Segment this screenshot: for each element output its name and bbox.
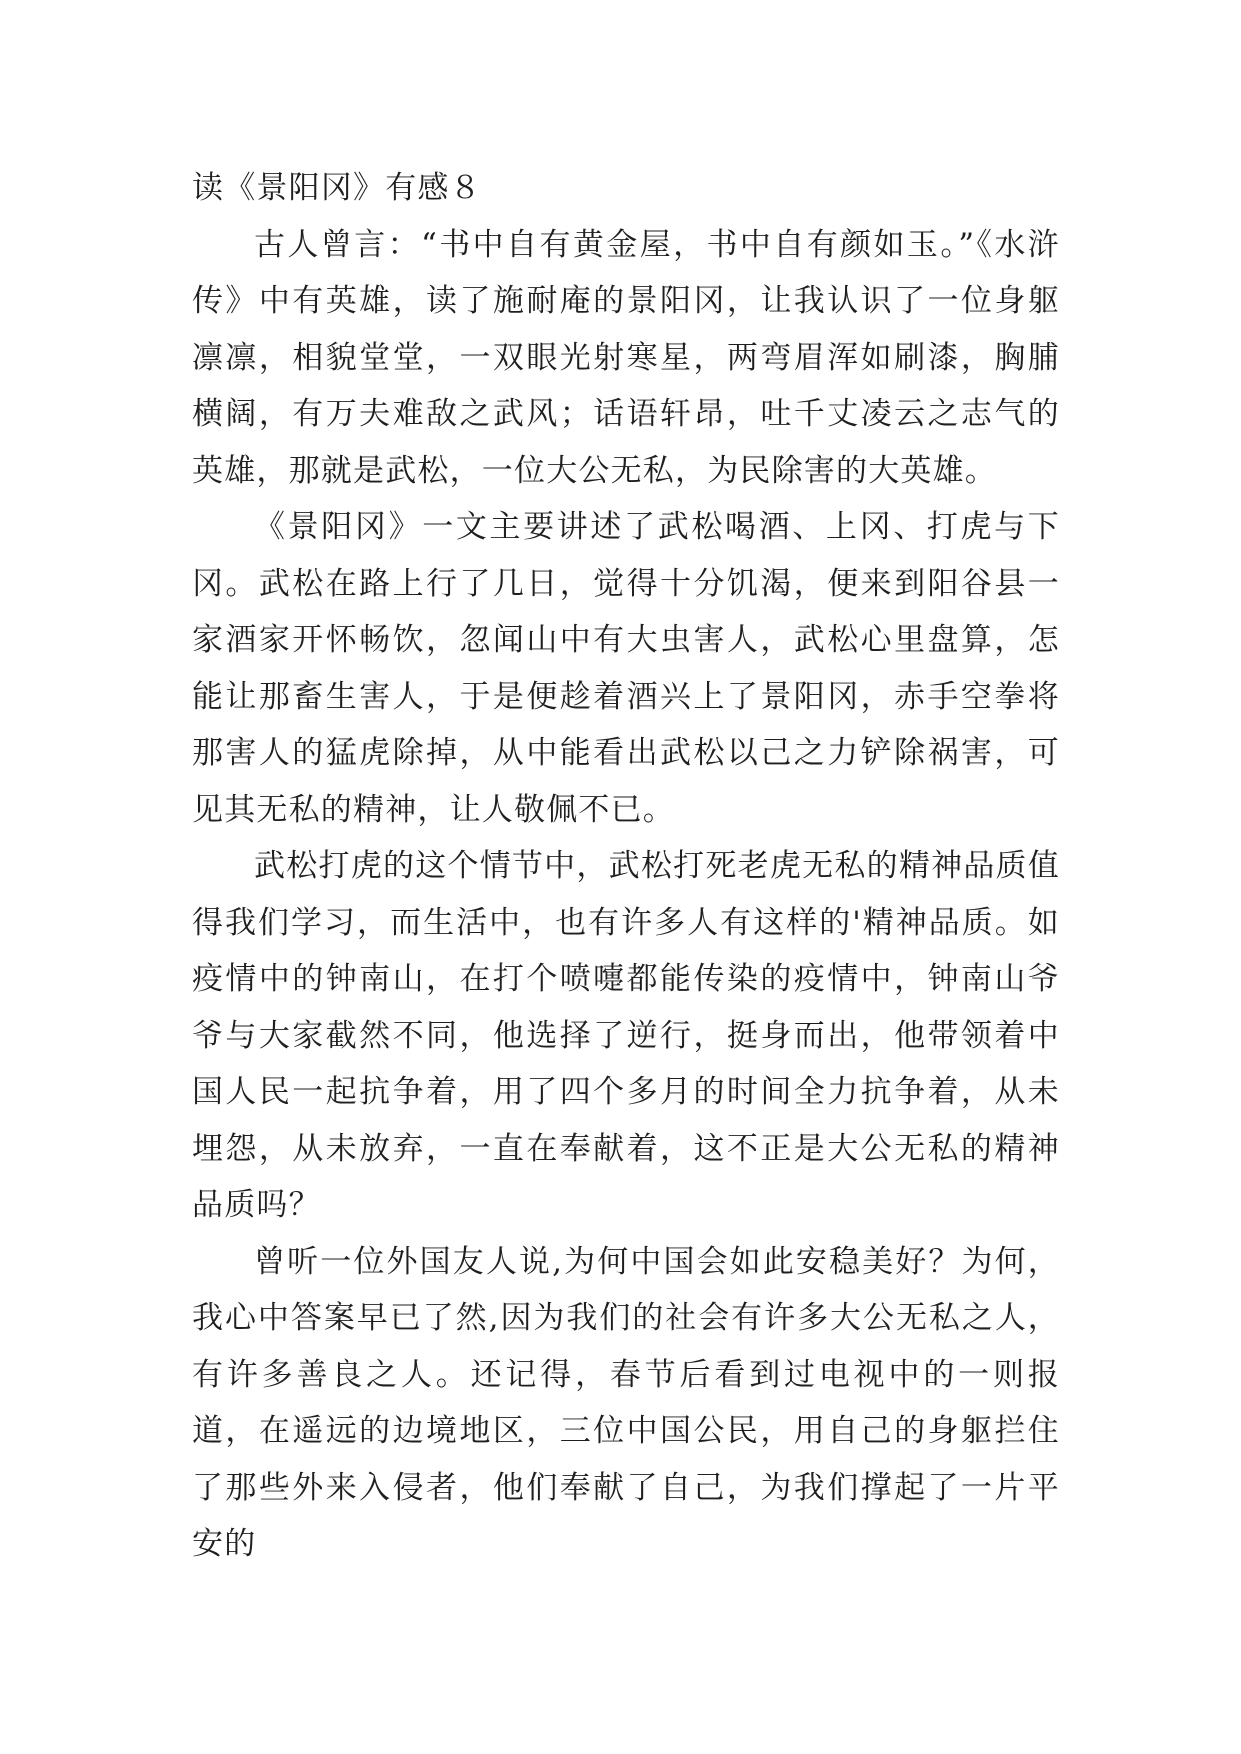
document-title: 读《景阳冈》有感８ <box>192 170 482 206</box>
paragraph-story-summary: 《景阳冈》一文主要讲述了武松喝酒、上冈、打虎与下冈。武松在路上行了几日，觉得十分饥渴，便来到阳谷县一家酒家开怀畅饮，忽闻山中有大虫害人，武松心里盘算，怎能让那畜生害人，于是便趁着酒兴上了景阳冈，赤手空拳将那害人的猛虎除掉，从中能看出武松以己之力铲除祸害，可见其无私的精神，让人敬佩不已。 <box>192 509 1060 828</box>
paragraph-zhong-nanshan: 武松打虎的这个情节中，武松打死老虎无私的精神品质值得我们学习，而生活中，也有许多人有这样的'精神品质。如疫情中的钟南山，在打个喷嚏都能传染的疫情中，钟南山爷爷与大家截然不同，他选择了逆行，挺身而出，他带领着中国人民一起抗争着，用了四个多月的时间全力抗争着，从未埋怨，从未放弃，一直在奉献着，这不正是大公无私的精神品质吗？ <box>192 848 1060 1223</box>
document-body <box>192 160 1060 1573</box>
paragraph-intro: 古人曾言：“书中自有黄金屋，书中自有颜如玉。”《水浒传》中有英雄，读了施耐庵的景阳冈，让我认识了一位身躯凛凛，相貌堂堂，一双眼光射寒星，两弯眉浑如刷漆，胸脯横阔，有万夫难敌之武风；话语轩昂，吐千丈凌云之志气的英雄，那就是武松，一位大公无私，为民除害的大英雄。 <box>192 226 1060 489</box>
paragraph-border-heroes: 曾听一位外国友人说,为何中国会如此安稳美好？为何，我心中答案早已了然,因为我们的社会有许多大公无私之人，有许多善良之人。还记得，春节后看到过电视中的一则报道，在遥远的边境地区，三位中国公民，用自己的身躯拦住了那些外来入侵者，他们奉献了自己，为我们撑起了一片平安的 <box>192 1243 1060 1562</box>
